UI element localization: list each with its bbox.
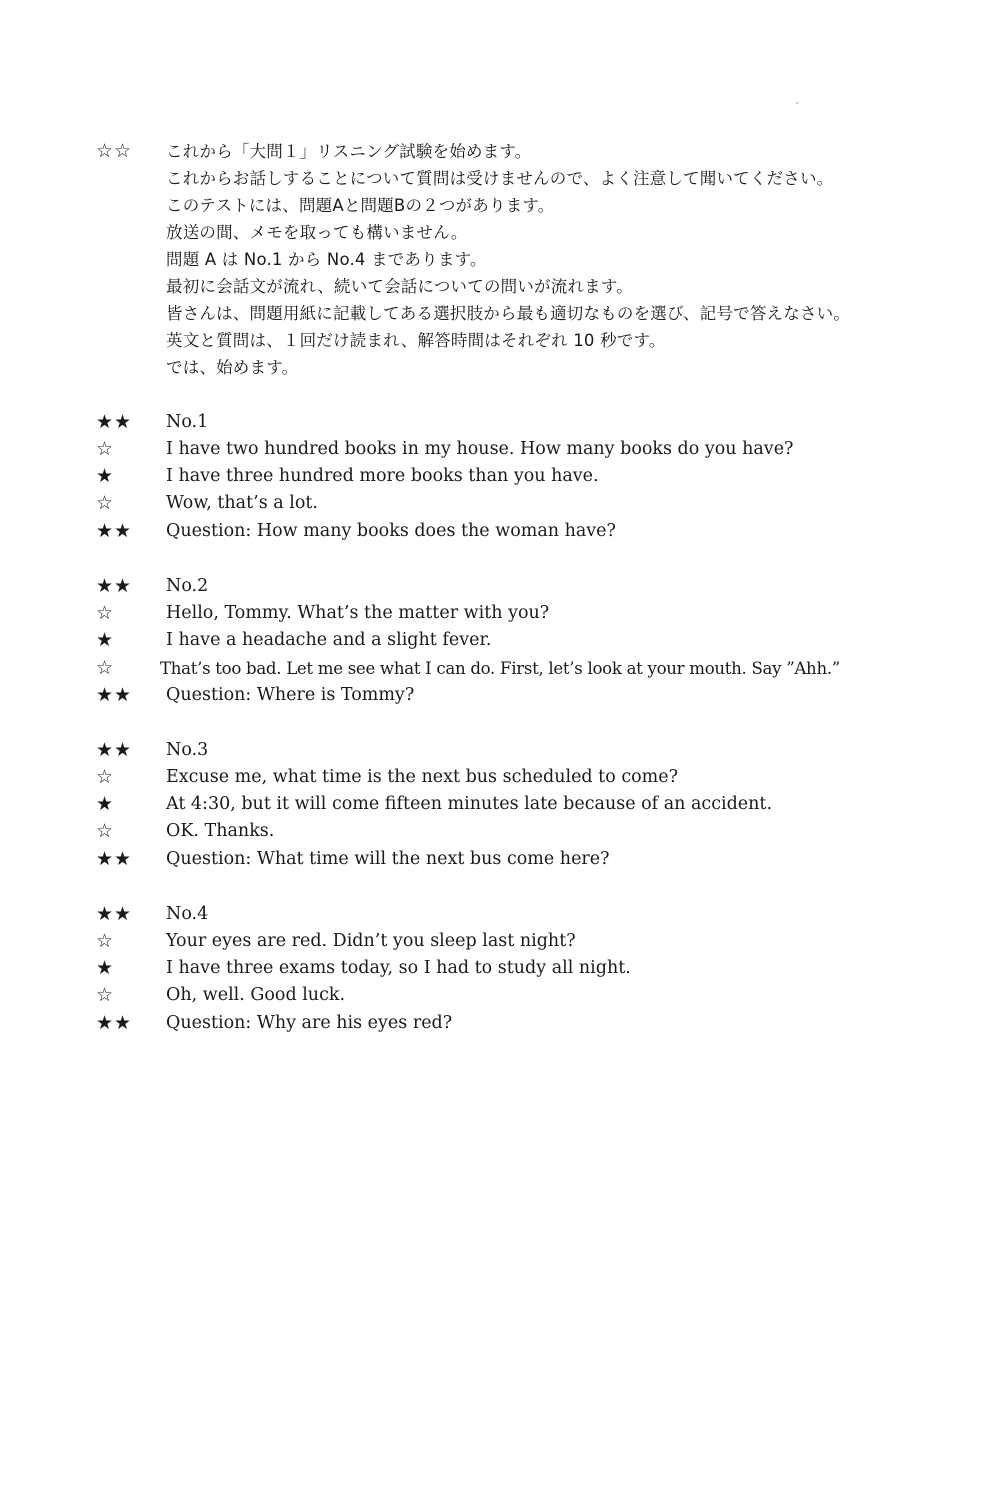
question-line xyxy=(0,1010,1000,1037)
speaker-marker: ★★ xyxy=(96,684,133,706)
speaker-marker: ★★ xyxy=(96,903,133,925)
speaker-marker: ☆ xyxy=(96,602,115,624)
intro-line xyxy=(0,273,1000,300)
dialogue-text: Oh, well. Good luck. xyxy=(166,985,346,1005)
speaker-marker: ☆ xyxy=(96,930,115,952)
dialogue-line xyxy=(0,955,1000,982)
speaker-marker: ★ xyxy=(96,629,115,651)
dialogue-text: I have two hundred books in my house. How many books do you have? xyxy=(166,439,794,459)
speaker-marker: ☆ xyxy=(96,820,115,842)
intro-text: これからお話しすることについて質問は受けませんので、よく注意して聞いてください。 xyxy=(166,169,834,188)
intro-text: では、始めます。 xyxy=(166,358,299,377)
intro-line xyxy=(0,246,1000,273)
intro-line xyxy=(0,138,1000,165)
question-text: Question: Where is Tommy? xyxy=(166,685,415,705)
question-text: Question: Why are his eyes red? xyxy=(166,1013,453,1033)
speaker-marker: ☆ xyxy=(96,438,115,460)
intro-line xyxy=(0,300,1000,327)
question-number: No.4 xyxy=(166,904,209,924)
speaker-marker: ★★ xyxy=(96,848,133,870)
question-line xyxy=(0,846,1000,873)
intro-line xyxy=(0,192,1000,219)
speaker-marker: ★ xyxy=(96,465,115,487)
dialogue-text: I have three hundred more books than you have. xyxy=(166,466,599,486)
dialogue-line xyxy=(0,463,1000,490)
question-number-line xyxy=(0,573,1000,600)
speaker-marker: ☆ xyxy=(96,657,115,679)
intro-text: 英文と質問は、１回だけ読まれ、解答時間はそれぞれ 10 秒です。 xyxy=(166,331,666,350)
dialogue-text: Excuse me, what time is the next bus scheduled to come? xyxy=(166,767,678,787)
intro-text: 皆さんは、問題用紙に記載してある選択肢から最も適切なものを選び、記号で答えなさい。 xyxy=(166,304,851,323)
speaker-marker: ☆☆ xyxy=(96,140,133,162)
question-text: Question: What time will the next bus come here? xyxy=(166,849,610,869)
speaker-marker: ☆ xyxy=(96,766,115,788)
question-number: No.1 xyxy=(166,412,209,432)
dialogue-text: Wow, that’s a lot. xyxy=(166,493,318,513)
intro-text: 最初に会話文が流れ、続いて会話についての問いが流れます。 xyxy=(166,277,633,296)
scan-speck xyxy=(796,102,798,104)
question-number: No.2 xyxy=(166,576,209,596)
speaker-marker: ★★ xyxy=(96,411,133,433)
dialogue-text: I have a headache and a slight fever. xyxy=(166,630,492,650)
dialogue-line xyxy=(0,791,1000,818)
dialogue-line xyxy=(0,818,1000,845)
question-number-line xyxy=(0,409,1000,436)
dialogue-line xyxy=(0,982,1000,1009)
dialogue-text: OK. Thanks. xyxy=(166,821,275,841)
dialogue-text: Hello, Tommy. What’s the matter with you? xyxy=(166,603,550,623)
dialogue-text: At 4:30, but it will come fifteen minutes late because of an accident. xyxy=(166,794,773,814)
intro-line xyxy=(0,165,1000,192)
intro-text: これから「大問１」リスニング試験を始めます。 xyxy=(166,142,532,161)
speaker-marker: ☆ xyxy=(96,984,115,1006)
dialogue-line xyxy=(0,490,1000,517)
speaker-marker: ☆ xyxy=(96,492,115,514)
speaker-marker: ★ xyxy=(96,957,115,979)
intro-text: 問題 A は No.1 から No.4 まであります。 xyxy=(166,250,487,269)
intro-line xyxy=(0,219,1000,246)
speaker-marker: ★★ xyxy=(96,520,133,542)
dialogue-line xyxy=(0,627,1000,654)
speaker-marker: ★★ xyxy=(96,1012,133,1034)
intro-line xyxy=(0,354,1000,381)
dialogue-line xyxy=(0,655,1000,682)
question-text: Question: How many books does the woman have? xyxy=(166,521,616,541)
speaker-marker: ★★ xyxy=(96,575,133,597)
dialogue-line xyxy=(0,436,1000,463)
question-number: No.3 xyxy=(166,740,209,760)
intro-text: このテストには、問題Aと問題Bの２つがあります。 xyxy=(166,196,555,215)
dialogue-text: I have three exams today, so I had to study all night. xyxy=(166,958,631,978)
speaker-marker: ★ xyxy=(96,793,115,815)
dialogue-line xyxy=(0,928,1000,955)
dialogue-text: That’s too bad. Let me see what I can do. First, let’s look at your mouth. Say ”Ahh.” xyxy=(160,659,840,678)
question-number-line xyxy=(0,901,1000,928)
dialogue-line xyxy=(0,764,1000,791)
question-line xyxy=(0,682,1000,709)
dialogue-text: Your eyes are red. Didn’t you sleep last night? xyxy=(166,931,576,951)
question-number-line xyxy=(0,737,1000,764)
intro-text: 放送の間、メモを取っても構いません。 xyxy=(166,223,468,242)
intro-line xyxy=(0,327,1000,354)
speaker-marker: ★★ xyxy=(96,739,133,761)
question-line xyxy=(0,518,1000,545)
dialogue-line xyxy=(0,600,1000,627)
